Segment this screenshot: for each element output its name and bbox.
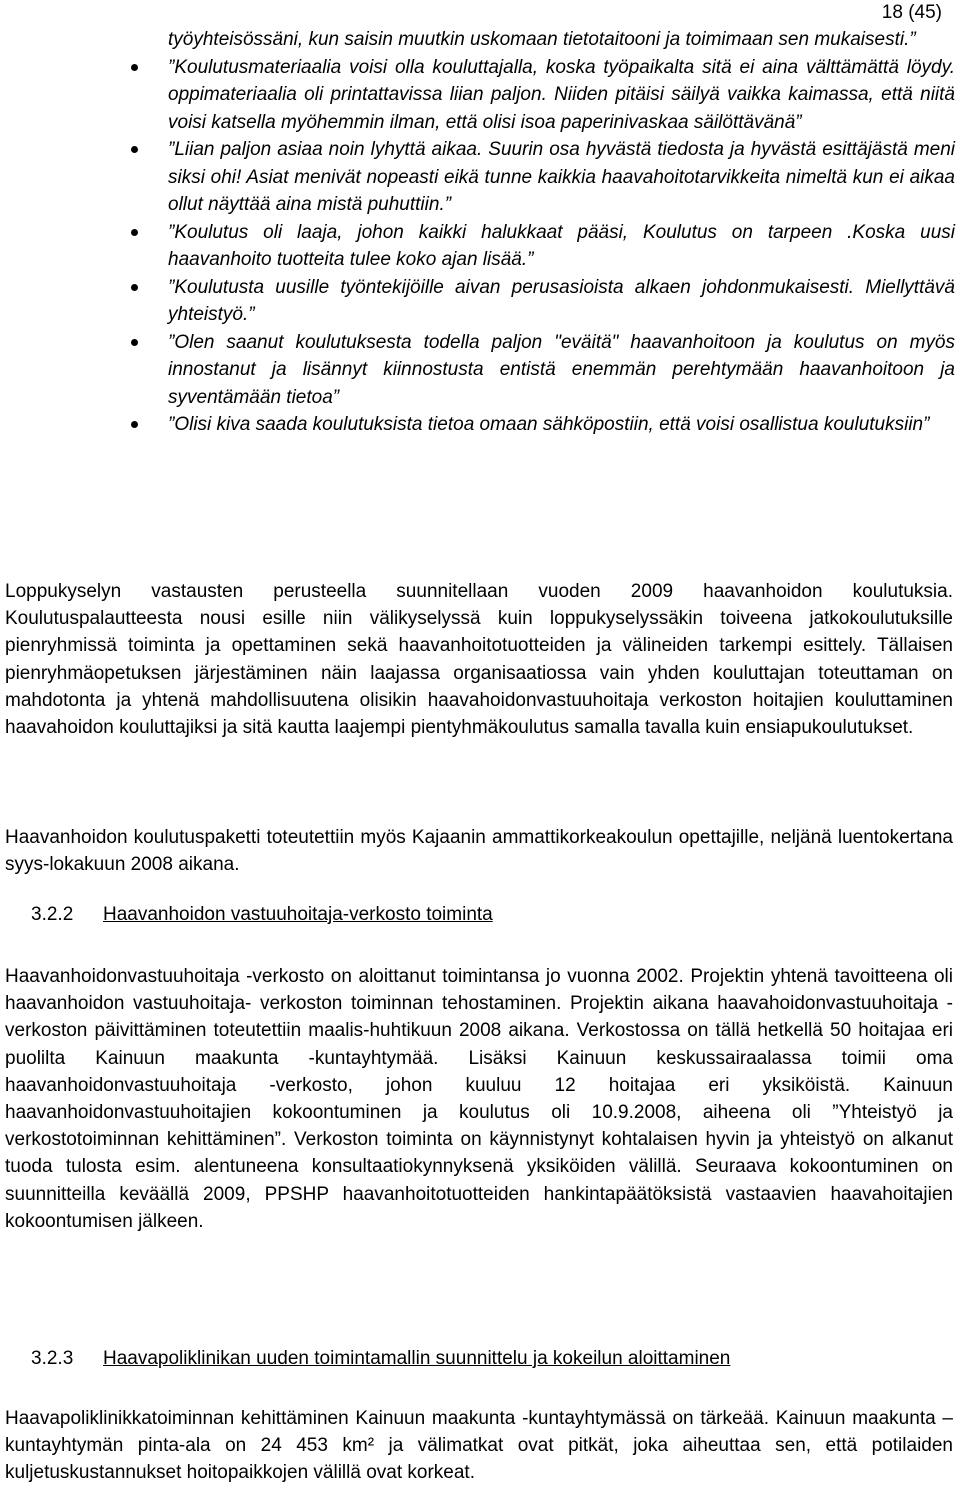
page-number: 18 (45) xyxy=(881,2,942,23)
bullet-icon xyxy=(131,64,138,71)
feedback-quote-list xyxy=(130,26,955,439)
paragraph-kamk-training: Haavanhoidon koulutuspaketti toteutettiin myös Kajaanin ammattikorkeakoulun opettajille, neljänä luentokertana syys-lokakuun 2008 aikana. xyxy=(5,827,953,876)
paragraph-polyclinic: Haavapoliklinikkatoiminnan kehittäminen Kainuun maakunta -kuntayhtymässä on tärkeää. Kainuun maakunta – kuntayhtymän pinta-ala on 24 453 km² ja välimatkat ovat pitkät, joka aiheuttaa sen, että potilaiden kuljetuskustannukset hoitopaikkojen välillä ovat korkeat. xyxy=(5,1408,953,1484)
quote-item xyxy=(130,136,955,219)
section-title: Haavapoliklinikan uuden toimintamallin suunnittelu ja kokeilun aloittaminen xyxy=(103,1348,731,1369)
section-title: Haavanhoidon vastuuhoitaja-verkosto toiminta xyxy=(103,904,493,925)
paragraph-training-plans: Loppukyselyn vastausten perusteella suunnitellaan vuoden 2009 haavanhoidon koulutuksia. Koulutuspalautteesta nousi esille niin välikyselyssä kuin loppukyselyssäkin toiveena jatkokoulutuksille pienryhmissä toiminta ja opettaminen sekä haavanhoitotuotteiden ja välineiden tarkempi esittely. Tällaisen pienryhmäopetuksen järjestäminen näin laajassa organisaatiossa vain yhden kouluttajan toteuttaman on mahdotonta ja yhtenä mahdollisuutena olisikin haavahoidonvastuuhoitaja verkoston hoitajien kouluttaminen haavahoidon kouluttajiksi ja sitä kautta laajempi pientyhmäkoulutus samalla tavalla kuin ensiapukoulutukset. xyxy=(5,581,953,739)
section-heading-3-2-3 xyxy=(31,1348,730,1370)
section-number: 3.2.2 xyxy=(31,904,74,925)
quote-item xyxy=(130,219,955,274)
bullet-icon xyxy=(131,339,138,346)
quote-text: työyhteisössäni, kun saisin muutkin uskomaan tietotaitooni ja toimimaan sen mukaisesti.” xyxy=(168,29,916,50)
quote-item xyxy=(130,274,955,329)
quote-text: ”Koulutus oli laaja, johon kaikki halukkaat pääsi, Koulutus on tarpeen .Koska uusi haavanhoito tuotteita tulee koko ajan lisää.” xyxy=(168,221,955,270)
quote-text: ”Koulutusta uusille työntekijöille aivan perusasioista alkaen johdonmukaisesti. Miellyttävä yhteistyö.” xyxy=(168,276,955,325)
paragraph-network: Haavanhoidonvastuuhoitaja -verkosto on aloittanut toimintansa jo vuonna 2002. Projektin yhtenä tavoitteena oli haavanhoidon vastuuhoitaja- verkoston toiminnan tehostaminen. Projektin aikana haavahoidonvastuuhoitaja -verkoston päivittäminen toteutettiin maalis-huhtikuun 2008 aikana. Verkostossa on tällä hetkellä 50 hoitajaa eri puolilta Kainuun maakunta -kuntayhtymää. Lisäksi Kainuun keskussairaalassa toimii oma haavanhoidonvastuuhoitaja -verkosto, johon kuuluu 12 hoitajaa eri yksiköistä. Kainuun haavanhoidonvastuuhoitajien kokoontuminen ja koulutus oli 10.9.2008, aiheena oli ”Yhteistyö ja verkostotoiminnan kehittäminen”. Verkoston toiminta on käynnistynyt kohtalaisen hyvin ja yhteistyö on alkanut tuoda tulosta esim. alentuneena konsultaatiokynnyksenä yksiköiden välillä. Seuraava kokoontuminen on suunnitteilla keväällä 2009, PPSHP haavanhoitotuotteiden hankintapäätöksistä vastaavien haavahoitajien kokoontumisen jälkeen. xyxy=(5,966,953,1232)
quote-text: ”Koulutusmateriaalia voisi olla kouluttajalla, koska työpaikalta sitä ei aina välttämättä löydy. oppimateriaalia oli printattavissa liian paljon. Niiden pitäisi säilyä vaikka kaimassa, että niitä voisi katsella myöhemmin ilman, että olisi isoa paperinivaskaa säilöttävänä” xyxy=(168,56,955,133)
bullet-icon xyxy=(131,146,138,153)
quote-text: ”Olen saanut koulutuksesta todella paljon "eväitä" haavanhoitoon ja koulutus on myös innostanut ja lisännyt kiinnostusta entistä enemmän perehtymään haavanhoitoon ja syventämään tietoa” xyxy=(168,331,955,408)
bullet-icon xyxy=(131,284,138,291)
quote-continuation xyxy=(130,26,955,54)
bullet-icon xyxy=(131,229,138,236)
quote-item xyxy=(130,329,955,412)
quote-text: ”Olisi kiva saada koulutuksista tietoa omaan sähköpostiin, että voisi osallistua koulutuksiin” xyxy=(168,414,930,435)
quote-item xyxy=(130,411,955,439)
bullet-icon xyxy=(131,421,138,428)
quote-item xyxy=(130,54,955,137)
section-heading-3-2-2 xyxy=(31,904,493,926)
section-number: 3.2.3 xyxy=(31,1348,74,1369)
quote-text: ”Liian paljon asiaa noin lyhyttä aikaa. Suurin osa hyvästä tiedosta ja hyvästä esittäjästä meni siksi ohi! Asiat menivät nopeasti eikä tunne kaikkia haavahoitotarvikkeita nimeltä kun ei aikaa ollut näyttää aina mistä puhuttiin.” xyxy=(168,139,955,215)
